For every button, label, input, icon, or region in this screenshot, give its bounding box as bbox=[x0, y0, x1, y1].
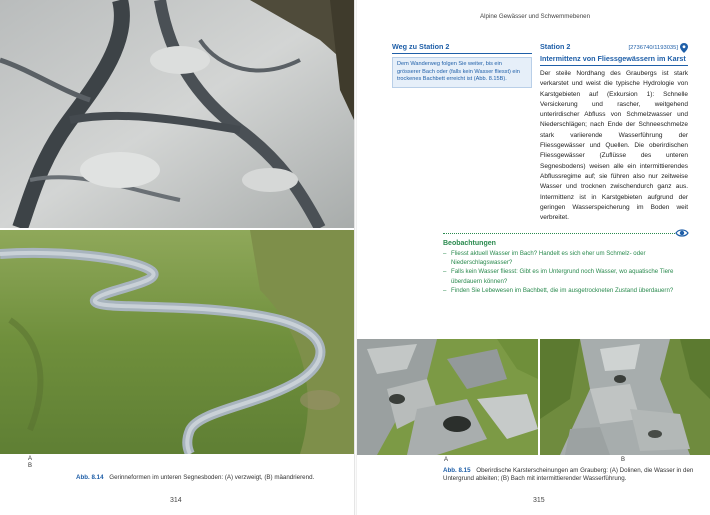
observations-title: Beobachtungen bbox=[443, 240, 496, 247]
figure-caption bbox=[76, 474, 336, 482]
observation-item: – Finden Sie Lebewesen im Bachbett, die im ausgetrockneten Zustand überdauern? bbox=[443, 286, 689, 295]
station-header bbox=[540, 42, 688, 53]
figure-number: Abb. 8.15 bbox=[443, 467, 471, 474]
intermittent-stream-photo bbox=[540, 339, 710, 455]
station-coordinates bbox=[628, 43, 688, 53]
route-sidebox-text: Dem Wanderweg folgen Sie weiter, bis ein grösserer Bach oder (falls kein Wasser fliesst) ein trockenes Bachbett erreicht ist (Abb. 8.15B). bbox=[392, 57, 532, 88]
photo-letter-a: A bbox=[28, 456, 33, 462]
page-number: 315 bbox=[533, 497, 545, 504]
eye-icon bbox=[675, 228, 689, 238]
figure-number: Abb. 8.14 bbox=[76, 474, 104, 481]
photo-letter-a: A bbox=[444, 457, 449, 463]
observation-item: – Fliesst aktuell Wasser im Bach? Handelt es sich eher um Schmelz- oder Niederschlagswasser? bbox=[443, 249, 689, 267]
figure-caption-text: Oberirdische Karsterscheinungen am Grauberg: (A) Dolinen, die Wasser in den Untergrund ableiten; (B) Bach mit intermittierender Wasserführung. bbox=[443, 467, 694, 482]
observations-box bbox=[443, 228, 689, 295]
photo-letter-b: B bbox=[621, 457, 626, 463]
meandering-river-photo bbox=[0, 230, 354, 454]
running-head: Alpine Gewässer und Schwemmebenen bbox=[480, 13, 591, 20]
figure-caption bbox=[443, 467, 705, 483]
coordinates-text: [2736740/1193035] bbox=[628, 45, 678, 51]
route-sidebox-title: Weg zu Station 2 bbox=[392, 42, 532, 54]
observations-list bbox=[443, 249, 689, 295]
braided-river-photo bbox=[0, 0, 354, 228]
station-body-text: Der steile Nordhang des Graubergs ist stark verkarstet und weist die typische Hydrologie von Karstgebieten auf (Exkursion 1): Schnelle Versickerung und rascher, weitgehend unterirdischer Abfluss von Schmelzwasser und Niederschlägen; nach Ende der Schneeschmelze stark variierende Wasserführung der Fliessgewässer und Quellen. Die oberirdischen Fliessgewässer (Zuflüsse des unteren Segnesbodens) weisen alle ein intermittierendes Abflussregime auf; sie führen also nur zeitweise Wasser und trocknen zwischendurch ganz aus. Intermittenz ist in Karstgebieten aufgrund der geringen Wasserspeicherung im Boden weit verbreitet. bbox=[540, 70, 688, 222]
location-pin-icon bbox=[680, 43, 688, 53]
route-sidebox bbox=[392, 42, 532, 88]
photo-letters bbox=[28, 456, 32, 470]
observation-item: – Falls kein Wasser fliesst: Gibt es im Untergrund noch Wasser, wo aquatische Tiere überdauern können? bbox=[443, 267, 689, 285]
observations-rule bbox=[443, 228, 689, 238]
page-number: 314 bbox=[170, 497, 182, 504]
station-number: Station 2 bbox=[540, 42, 571, 51]
station-title: Intermittenz von Fliessgewässern im Karst bbox=[540, 54, 688, 66]
station-section bbox=[540, 42, 688, 223]
dolines-photo bbox=[357, 339, 538, 455]
figure-caption-text: Gerinneformen im unteren Segnesboden: (A) verzweigt, (B) mäandrierend. bbox=[109, 474, 315, 481]
photo-letter-b: B bbox=[28, 463, 33, 469]
